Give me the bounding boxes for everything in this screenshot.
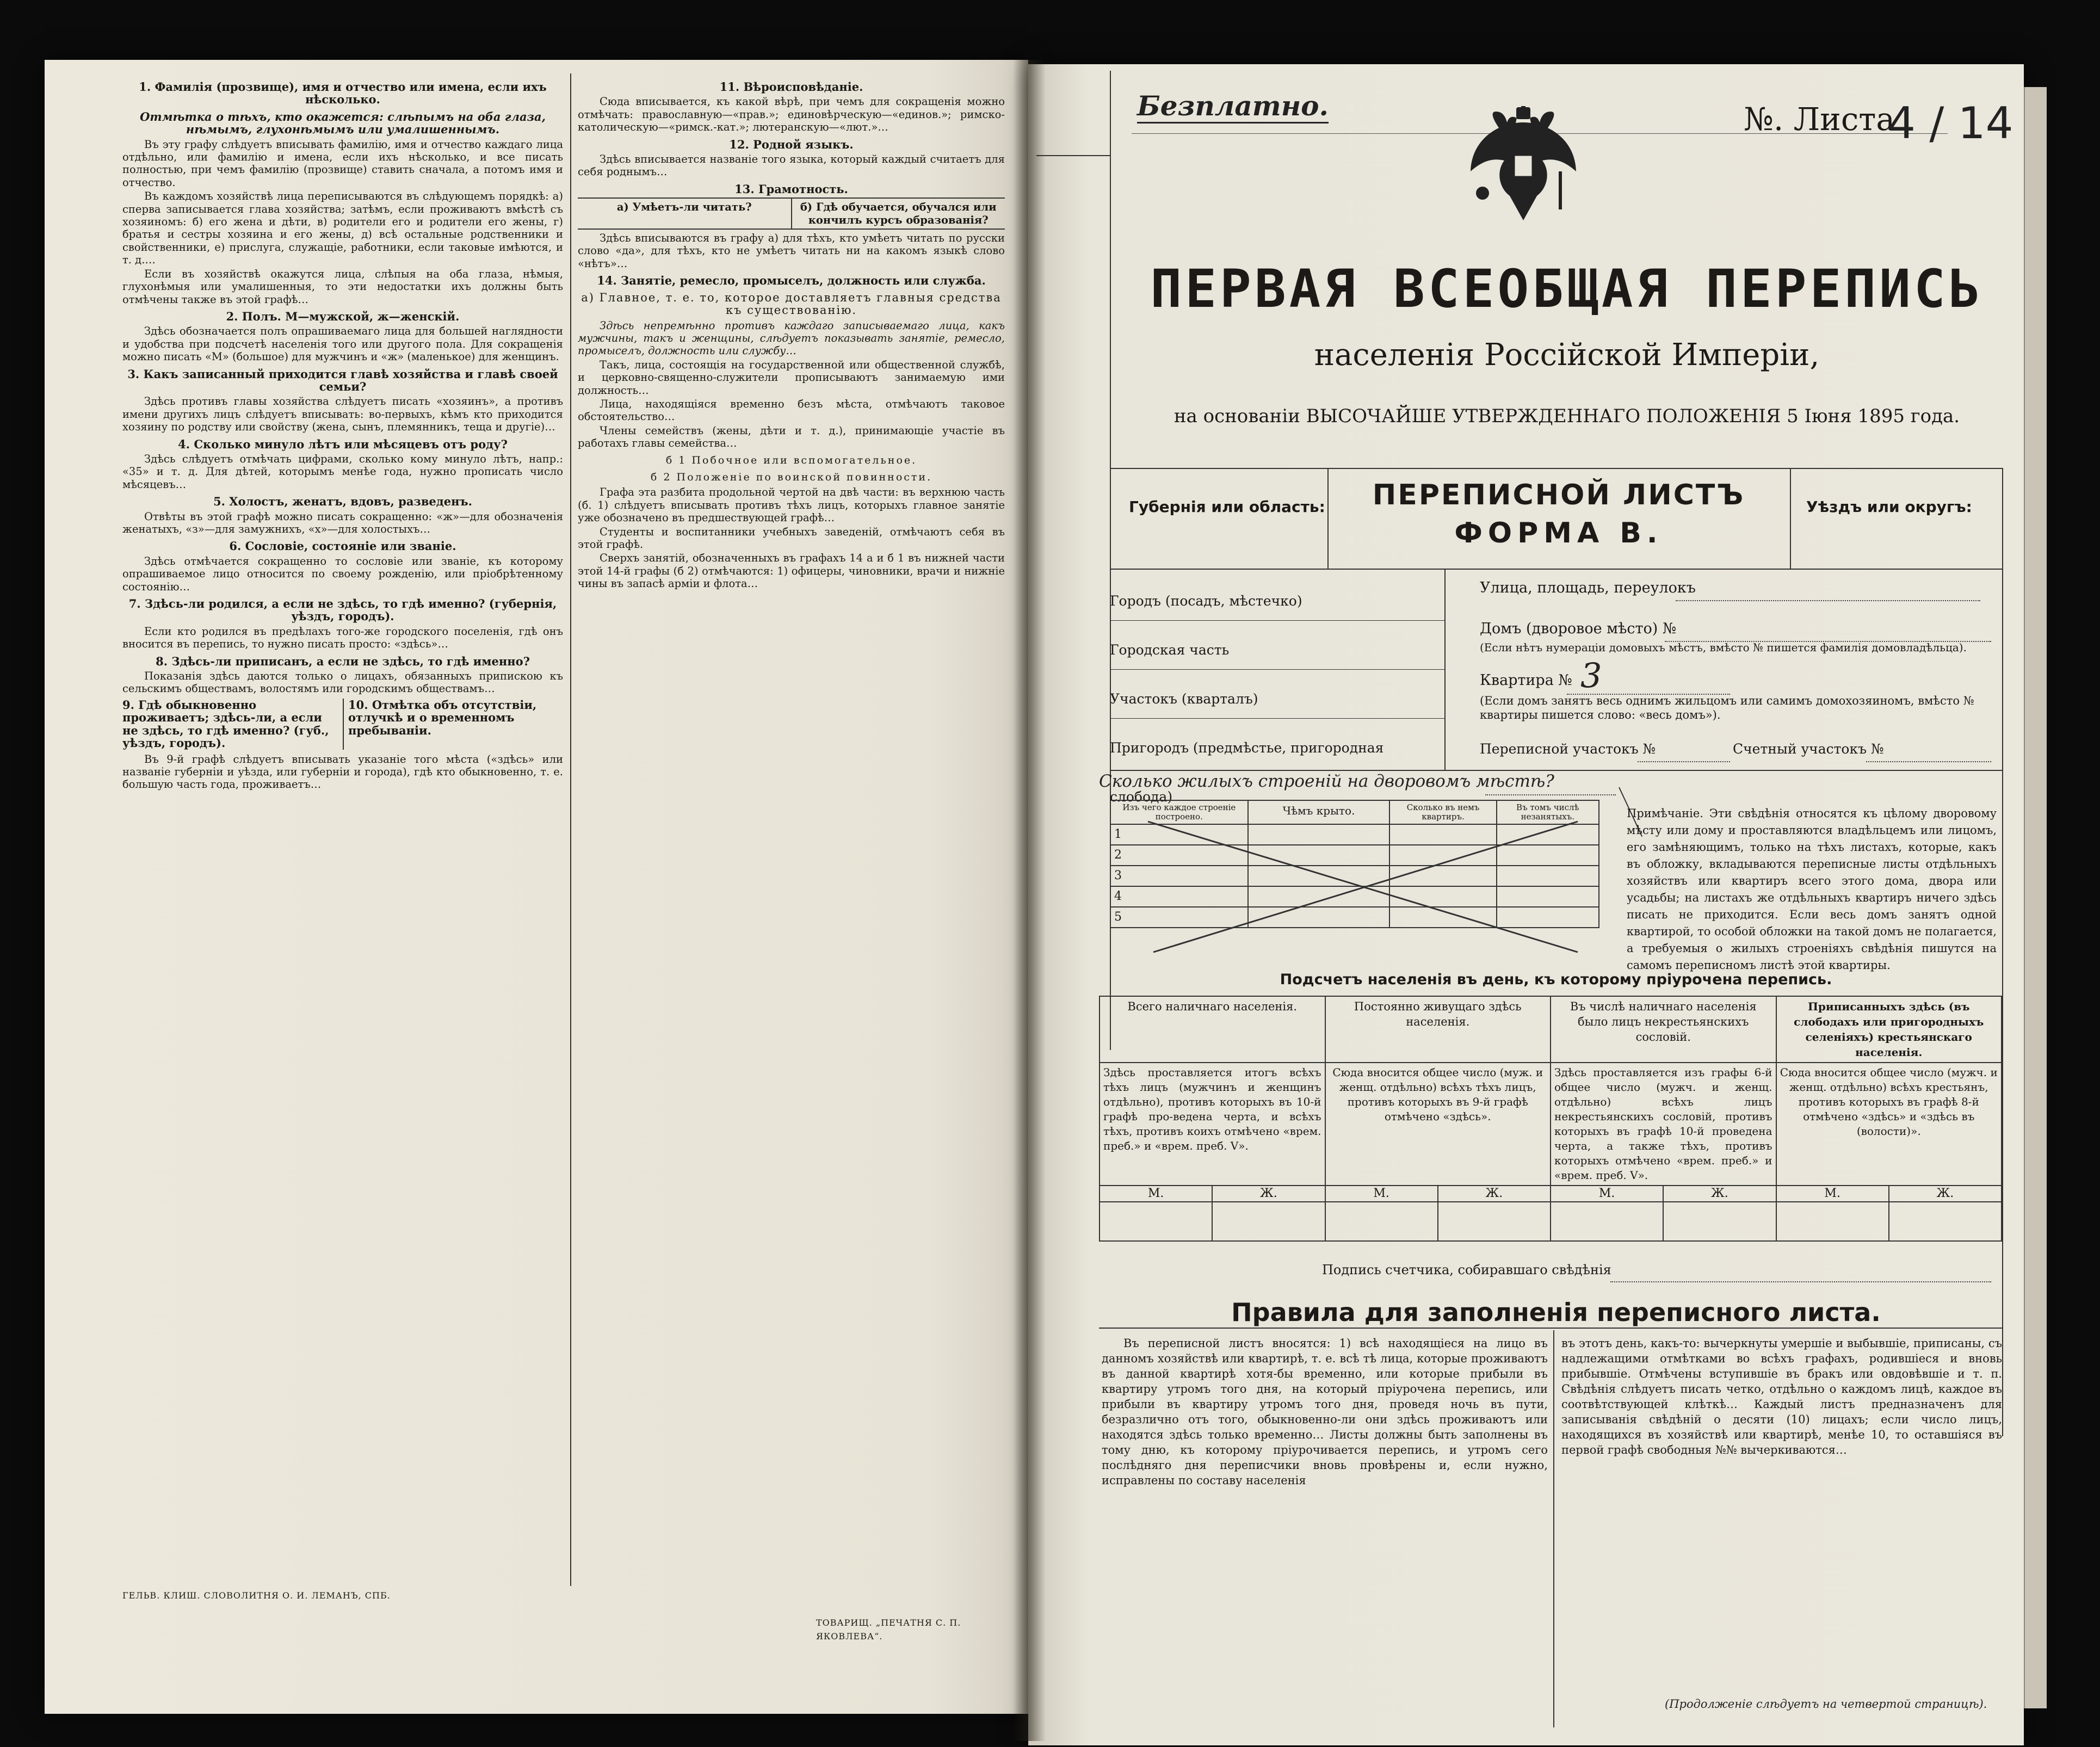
male-label: М. bbox=[1551, 1186, 1664, 1201]
column-divider bbox=[570, 73, 571, 1586]
paragraph: Здѣсь отмѣчается сокращенно то сословіе или званіе, къ которому опрашиваемое лицо относится по своему рожденію, или пріобрѣтенному состоянію… bbox=[122, 554, 563, 593]
table-row-1: 1 bbox=[1110, 824, 1248, 845]
male-label: М. bbox=[1326, 1186, 1438, 1201]
table-row-5: 5 bbox=[1110, 907, 1248, 928]
heading-13a: а) Умѣетъ-ли читать? bbox=[616, 201, 752, 214]
table-row-4: 4 bbox=[1110, 886, 1248, 907]
count-mf-cell bbox=[1776, 1186, 2002, 1202]
house-field[interactable]: Домъ (дворовое мѣсто) № bbox=[1480, 620, 1677, 637]
signature-dots bbox=[1610, 1274, 1991, 1285]
heading-7: 7. Здѣсь-ли родился, а если не здѣсь, то гдѣ именно? (губернія, уѣздъ, городъ). bbox=[128, 597, 557, 624]
table-row-2: 2 bbox=[1110, 845, 1248, 866]
paragraph: Въ 9-й графѣ слѣдуетъ вписывать указаніе того мѣста («здѣсь» или названіе губерніи и уѣзда, или губерніи и города), гдѣ кто обыкновенно, т. е. большую часть года, проживаетъ… bbox=[122, 752, 563, 791]
form-border bbox=[1099, 1328, 2002, 1329]
heading-8: 8. Здѣсь-ли приписанъ, а если не здѣсь, то гдѣ именно? bbox=[156, 654, 530, 668]
count-value-cell[interactable] bbox=[1776, 1202, 2002, 1241]
double-headed-eagle-icon bbox=[1466, 106, 1580, 226]
rules-left-text: Въ переписной листъ вносятся: 1) всѣ находящіеся на лицо въ данномъ хозяйствѣ или квартирѣ, т. е. всѣ тѣ лица, которые проживаютъ въ данной квартирѣ хотя-бы временно, или которые прибыли въ квартиру утромъ того дня, на который пріурочена перепись, или прибыли въ квартиру утромъ того дня, проведя ночь въ пути, безразлично отъ того, обыкновенно-ли они здѣсь проживаютъ или находятся здѣсь только временно… Листы должны быть заполнены въ тому дню, къ которому пріурочивается перепись, и утромъ сего послѣдняго дня переписчики вновь провѣрены и, если нужно, исправлены по составу населенія bbox=[1102, 1337, 1548, 1487]
paragraph: Такъ, лица, состоящія на государственной или общественной службѣ, и церковно-священно-служители прописываютъ занимаемую ими должность… bbox=[578, 358, 1005, 397]
uezd-label: Уѣздъ или округъ: bbox=[1806, 498, 1972, 516]
count-value-cell[interactable] bbox=[1551, 1202, 1776, 1241]
table-row-3: 3 bbox=[1110, 866, 1248, 886]
note: Примѣчаніе. Эти свѣдѣнія относятся къ цѣлому дворовому мѣсту или дому и проставляются владѣльцемъ или лицомъ, его замѣняющимъ, только на тѣхъ листахъ, которые, какъ въ обложку, вкладываются переписные листы отдѣльныхъ хозяйствъ или квартиръ всего этого дома, двора или усадьбы; на листахъ же отдѣльныхъ квартиръ ничего здѣсь писать не приходится. Если весь домъ занятъ одной квартирой, то особой обложки на такой домъ не полагается, а требуемыя о жилыхъ строеніяхъ свѣдѣнія пишутся на самомъ переписномъ листѣ этой квартиры. bbox=[1627, 807, 1997, 972]
rules-right-text: въ этотъ день, какъ-то: вычеркнуты умершіе и выбывшіе, приписаны, съ надлежащими отмѣтками во всѣхъ графахъ, родившіеся и вновь прибывшіе. Отмѣчены вступившіе въ бракъ или овдовѣвшіе и т. п. Свѣдѣнія слѣдуетъ писать четко, отдѣльно о каждомъ лицѣ, каждое въ соотвѣтствующей клѣткѣ… Каждый листъ предназначенъ для записыванія свѣдѣній о десяти (10) лицахъ; если число лицъ, находящихся въ хозяйствѣ или квартирѣ, менѣе 10, то оставшіяся въ первой графѣ свободныя №№ вычеркиваются… bbox=[1561, 1337, 2002, 1456]
female-label: Ж. bbox=[1485, 1187, 1503, 1200]
count-col-2-head: Постоянно живущаго здѣсь населенія. bbox=[1325, 996, 1551, 1063]
paragraph: Графа эта разбита продольной чертой на двѣ части: въ верхнюю часть (б. 1) слѣдуетъ вписывать противъ тѣхъ лицъ, которыхъ главное занятіе уже обозначено въ предшествующей графѣ… bbox=[578, 486, 1005, 524]
census-area-field[interactable]: Переписной участокъ № bbox=[1480, 741, 1656, 757]
gubernia-label: Губернія или область: bbox=[1129, 498, 1325, 516]
sheet-number-label: №. Листа bbox=[1744, 101, 1895, 138]
street-field[interactable]: Улица, площадь, переулокъ bbox=[1480, 579, 1696, 596]
street-dots bbox=[1676, 593, 1991, 603]
paragraph: Если въ хозяйствѣ окажутся лица, слѣпыя на оба глаза, нѣмыя, глухонѣмыя или умалишенныя, то эти недостатки ихъ должны быть отмѣчены также въ этой графѣ… bbox=[122, 267, 563, 306]
heading-11: 11. Вѣроисповѣданіе. bbox=[719, 80, 863, 94]
form-border bbox=[1790, 468, 1791, 569]
heading-14b1: б 1 Побочное или вспомогательное. bbox=[665, 454, 917, 466]
form-border bbox=[2002, 468, 2003, 1436]
heading-3: 3. Какъ записанный приходится главѣ хозяйства и главѣ своей семьи? bbox=[127, 367, 558, 393]
heading-9: 9. Гдѣ обыкновенно проживаетъ; здѣсь-ли, а если не здѣсь, то гдѣ именно? (губ., уѣздъ, городъ). bbox=[122, 697, 329, 750]
buildings-dots bbox=[1485, 787, 1616, 798]
table-header: Чѣмъ крыто. bbox=[1248, 800, 1390, 824]
heading-13b: б) Гдѣ обучается, обучался или кончилъ курсъ образованія? bbox=[791, 199, 1005, 229]
table-header: Изъ чего каждое строеніе построено. bbox=[1110, 800, 1248, 824]
paragraph: Здѣсь слѣдуетъ отмѣчать цифрами, сколько кому минуло лѣтъ, напр.: «35» и т. д. Для дѣтей, которымъ менѣе года, нужно прописать число мѣсяцевъ… bbox=[122, 452, 563, 491]
count-col-2-body: Сюда вносится общее число (муж. и женщ. отдѣльно) всѣхъ тѣхъ лицъ, противъ которыхъ въ 9-й графѣ отмѣчено «здѣсь». bbox=[1325, 1063, 1551, 1186]
paragraph: Сверхъ занятій, обозначенныхъ въ графахъ 14 а и б 1 въ нижней части этой 14-й графы (б 2) отмѣчаются: 1) офицеры, чиновники, врачи и нижніе чины въ запасѣ арміи и флота… bbox=[578, 552, 1005, 590]
form-border bbox=[1110, 770, 2002, 771]
buildings-question: Сколько жилыхъ строеній на дворовомъ мѣстѣ? bbox=[1099, 771, 1554, 791]
count-value-cell[interactable] bbox=[1100, 1202, 1325, 1241]
form-border bbox=[1110, 468, 2002, 469]
form-border bbox=[1036, 155, 1110, 156]
column-divider bbox=[1553, 1330, 1554, 1727]
continued-note: (Продолженіе слѣдуетъ на четвертой страницѣ). bbox=[1665, 1697, 1987, 1711]
counter-signature-label: Подпись счетчика, собиравшаго свѣдѣнія bbox=[1322, 1262, 1611, 1277]
paragraph: Здѣсь противъ главы хозяйства слѣдуетъ писать «хозяинъ», а противъ имени другихъ лицъ слѣдуетъ вписывать: во-первыхъ, кѣмъ кто приходится хозяину по родству или свойству (жена, сынъ, племянникъ, теща и другіе)… bbox=[122, 395, 563, 434]
count-value-cell[interactable] bbox=[1325, 1202, 1551, 1241]
paragraph: Здѣсь вписывается названіе того языка, который каждый считаетъ для себя роднымъ… bbox=[578, 153, 1005, 178]
count-mf-cell bbox=[1325, 1186, 1551, 1202]
printer-imprint-left: ГЕЛЬВ. КЛИШ. СЛОВОЛИТНЯ О. И. ЛЕМАНЪ, СПБ. bbox=[122, 1590, 391, 1601]
form-border bbox=[1444, 569, 1446, 770]
heading-10: 10. Отмѣтка объ отсутствіи, отлучкѣ и о временномъ пребываніи. bbox=[343, 699, 563, 750]
male-label: М. bbox=[1777, 1186, 1889, 1201]
heading-6: 6. Сословіе, состояніе или званіе. bbox=[229, 539, 456, 553]
crossed-out-mark bbox=[1110, 800, 1599, 958]
book-gutter bbox=[1013, 60, 1046, 1741]
paragraph: Члены семействъ (жены, дѣти и т. д.), принимающіе участіе въ работахъ главы семейства… bbox=[578, 424, 1005, 450]
paragraph: Здѣсь непремѣнно противъ каждаго записываемаго лица, какъ мужчины, такъ и женщины, слѣдуетъ показывать занятіе, ремесло, промыселъ, должность или службу… bbox=[578, 319, 1005, 357]
apartment-note: (Если домъ занятъ весь однимъ жильцомъ или самимъ домохозяиномъ, вмѣсто № квартиры пишется слово: «весь домъ»). bbox=[1480, 694, 1974, 721]
page-edge bbox=[2024, 87, 2047, 1708]
count-title: Подсчетъ населенія въ день, къ которому пріурочена перепись. bbox=[1280, 971, 1832, 988]
census-sheet-title: ПЕРЕПИСНОЙ ЛИСТЪ bbox=[1372, 479, 1745, 511]
sheet-number-handwritten: 4 / 14 bbox=[1888, 98, 2013, 149]
count-col-4-head: Приписанныхъ здѣсь (въ слободахъ или пригородныхъ селеніяхъ) крестьянскаго населенія. bbox=[1776, 996, 2002, 1063]
city-field[interactable]: Городъ (посадъ, мѣстечко) bbox=[1110, 593, 1302, 609]
left-column-1 bbox=[122, 76, 563, 1594]
count-mf-cell bbox=[1551, 1186, 1776, 1202]
census-area-dots bbox=[1638, 754, 1730, 764]
free-label: Безплатно. bbox=[1137, 90, 1329, 124]
heading-5: 5. Холостъ, женатъ, вдовъ, разведенъ. bbox=[213, 495, 472, 509]
field-line bbox=[1110, 669, 1444, 670]
paragraph: Здѣсь обозначается полъ опрашиваемаго лица для большей наглядности и удобства при подсчетѣ населенія того или другого пола. Для сокращенія можно писать «М» (большое) для мужчинъ и «ж» (маленькое) для женщинъ. bbox=[122, 325, 563, 363]
paragraph: Лица, находящіяся временно безъ мѣста, отмѣчаютъ таковое обстоятельство… bbox=[578, 397, 1005, 423]
field-line bbox=[1110, 620, 1444, 621]
paragraph: Показанія здѣсь даются только о лицахъ, обязанныхъ припискою къ сельскимъ обществамъ, волостямъ или городскимъ обществамъ… bbox=[122, 670, 563, 695]
heading-14: 14. Занятіе, ремесло, промыселъ, должность или служба. bbox=[597, 274, 986, 288]
heading-12: 12. Родной языкъ. bbox=[729, 137, 854, 151]
paragraph: Въ каждомъ хозяйствѣ лица переписываются въ слѣдующемъ порядкѣ: а) сперва записывается глава хозяйства; затѣмъ, если проживаютъ вмѣстѣ съ хозяиномъ: б) его жена и дѣти, в) родители его и родители его жены, г) братья и сестры хозяина и его жены, д) всѣ остальные родственники и свойственники, е) прислуга, служащіе, работники, если таковые имѣются, и т. д.… bbox=[122, 190, 563, 267]
decree-line: на основаніи ВЫСОЧАЙШЕ УТВЕРЖДЕННАГО ПОЛОЖЕНІЯ 5 Іюня 1895 года. bbox=[1173, 405, 1960, 427]
table-header: Сколько въ немъ квартиръ. bbox=[1389, 800, 1496, 824]
heading-1: 1. Фамилія (прозвище), имя и отчество или имена, если ихъ нѣсколько. bbox=[139, 80, 547, 107]
heading-13: 13. Грамотность. bbox=[734, 182, 848, 196]
subtitle: населенія Россійской Имперіи, bbox=[1314, 337, 1820, 373]
district-field[interactable]: Участокъ (кварталъ) bbox=[1110, 691, 1258, 707]
house-note: (Если нѣтъ нумераціи домовыхъ мѣстъ, вмѣсто № пишется фамилія домовладѣльца). bbox=[1480, 641, 1967, 654]
female-label: Ж. bbox=[1711, 1187, 1728, 1200]
form-border bbox=[1110, 569, 2002, 570]
paragraph: Въ эту графу слѣдуетъ вписывать фамилію, имя и отчество каждаго лица отдѣльно, или фамилію и имена, если ихъ нѣсколько, и все писать полностью, при чемъ фамилію (прозвище) ставить сначала, а потомъ имя и отчество. bbox=[122, 138, 563, 189]
female-label: Ж. bbox=[1936, 1187, 1954, 1200]
printer-imprint-right: ТОВАРИЩ. „ПЕЧАТНЯ С. П. ЯКОВЛЕВА“. bbox=[816, 1618, 961, 1641]
paragraph: Студенты и воспитанники учебныхъ заведеній, отмѣчаютъ себя въ этой графѣ. bbox=[578, 525, 1005, 551]
field-line bbox=[1110, 718, 1444, 719]
apartment-number-handwritten: 3 bbox=[1580, 656, 1602, 695]
count-col-1-head: Всего наличнаго населенія. bbox=[1100, 996, 1325, 1063]
count-col-3-head: Въ числѣ наличнаго населенія было лицъ некрестьянскихъ сословій. bbox=[1551, 996, 1776, 1063]
table-header: Въ томъ числѣ незанятыхъ. bbox=[1497, 800, 1599, 824]
paragraph: Сюда вписывается, къ какой вѣрѣ, при чемъ для сокращенія можно отмѣчать: православную—«прав.»; единовѣрческую—«единов.»; римско-католическую—«римск.-кат.»; лютеранскую—«лют.»… bbox=[578, 95, 1005, 134]
count-area-dots bbox=[1866, 754, 1991, 764]
heading-4: 4. Сколько минуло лѣтъ или мѣсяцевъ отъ роду? bbox=[178, 437, 508, 451]
count-area-field[interactable]: Счетный участокъ № bbox=[1733, 741, 1884, 757]
paragraph: Отвѣты въ этой графѣ можно писать сокращенно: «ж»—для обозначенія женатыхъ, «з»—для замужнихъ, «х»—для холостыхъ… bbox=[122, 510, 563, 535]
heading-1b: Отмѣтка о тѣхъ, кто окажется: слѣпымъ на оба глаза, нѣмымъ, глухонѣмымъ или умалишеннымъ. bbox=[140, 109, 546, 137]
left-column-2 bbox=[578, 76, 1005, 1594]
count-col-4-body: Сюда вносится общее число (мужч. и женщ. отдѣльно) всѣхъ крестьянъ, противъ которыхъ въ графѣ 8-й отмѣчено «здѣсь» и «здѣсь въ (волости)». bbox=[1776, 1063, 2002, 1186]
female-label: Ж. bbox=[1260, 1187, 1277, 1200]
rules-title: Правила для заполненія переписного листа. bbox=[1231, 1298, 1881, 1327]
apartment-field[interactable]: Квартира № bbox=[1480, 672, 1572, 689]
population-count-table bbox=[1099, 996, 2002, 1242]
paragraph: Здѣсь вписываются въ графу а) для тѣхъ, кто умѣетъ читать по русски слово «да», для тѣхъ, кто не умѣетъ читать ни на какомъ языкѣ слово «нѣтъ»… bbox=[578, 232, 1005, 270]
count-col-1-body: Здѣсь проставляется итогъ всѣхъ тѣхъ лицъ (мужчинъ и женщинъ отдѣльно), противъ которыхъ въ 10-й графѣ про-ведена черта, и всѣхъ тѣхъ, противъ коихъ отмѣчено «врем. преб.» и «врем. преб. V». bbox=[1100, 1063, 1325, 1186]
heading-2: 2. Полъ. М—мужской, ж—женскій. bbox=[226, 309, 460, 323]
city-part-field[interactable]: Городская часть bbox=[1110, 642, 1230, 658]
suburb-field[interactable]: Пригородъ (предмѣстье, пригородная слобода) bbox=[1110, 740, 1384, 805]
paragraph: Если кто родился въ предѣлахъ того-же городского поселенія, гдѣ онъ вносится въ перепись, то нужно писать просто: «здѣсь»… bbox=[122, 625, 563, 651]
heading-14b2: б 2 Положеніе по воинской повинности. bbox=[650, 471, 932, 483]
count-mf-cell bbox=[1100, 1186, 1325, 1202]
male-label: М. bbox=[1100, 1186, 1213, 1201]
heading-14a: а) Главное, т. е. то, которое доставляетъ главныя средства къ существованію. bbox=[581, 291, 1002, 317]
count-col-3-body: Здѣсь проставляется изъ графы 6-й общее число (мужч. и женщ. отдѣльно) всѣхъ лицъ некрестьянскихъ сословій, противъ которыхъ въ графѣ 10-й проведена черта, а также тѣхъ, противъ которыхъ отмѣчено «врем. преб.» и «врем. преб. V». bbox=[1551, 1063, 1776, 1186]
main-title: ПЕРВАЯ ВСЕОБЩАЯ ПЕРЕПИСЬ bbox=[1150, 258, 1984, 319]
form-title: ФОРМА В. bbox=[1454, 517, 1663, 550]
